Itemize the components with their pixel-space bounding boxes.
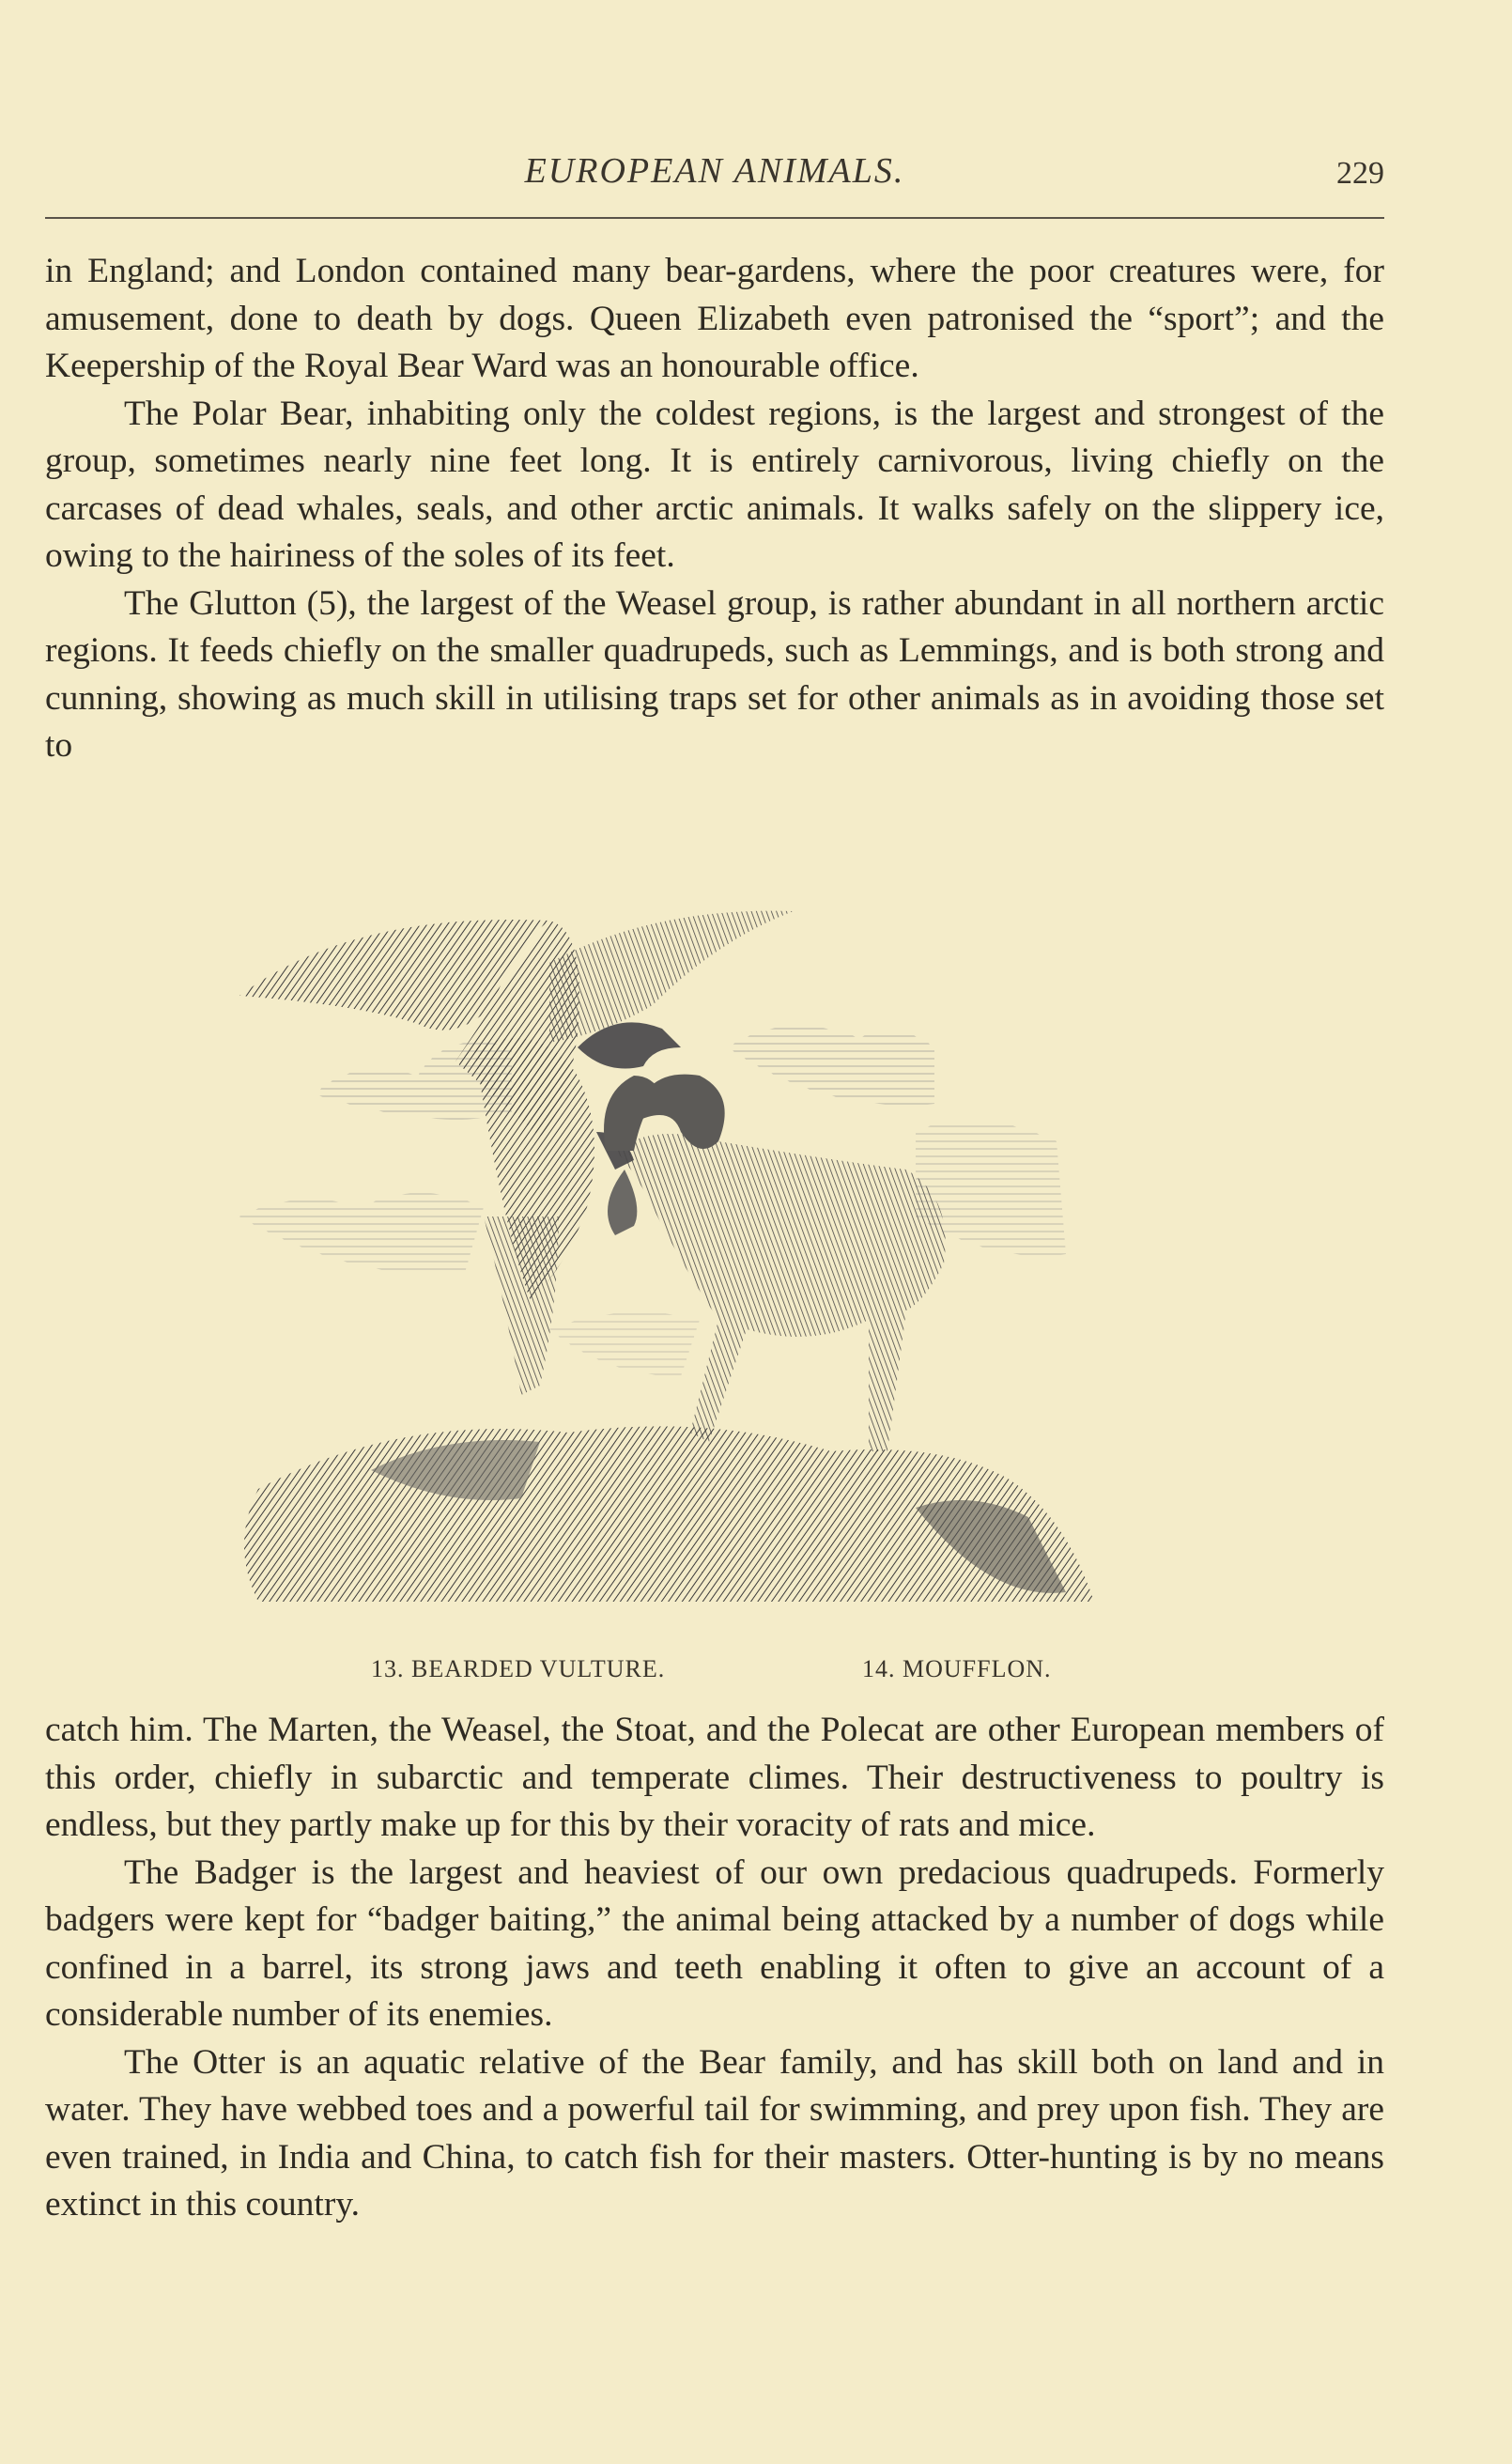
running-title: EUROPEAN ANIMALS. bbox=[524, 151, 905, 191]
mouflon bbox=[604, 1075, 946, 1451]
body-text-bottom bbox=[45, 1707, 1384, 2229]
figure-caption: 13. BEARDED VULTURE. bbox=[371, 1655, 666, 1682]
paragraph: catch him. The Marten, the Weasel, the Stoat, and the Polecat are other European members of this order, chiefly in subarctic and temperate climes. Their destructiveness to poultry is endless, but they partly make up for this by their voracity of rats and mice. bbox=[45, 1711, 1384, 1844]
paragraph: The Otter is an aquatic relative of the Bear family, and has skill both on land and in water. They have webbed toes and a powerful tail for swimming, and prey upon fish. They are even trained, in India and China, to catch fish for their masters. Otter-hunting is by no means extinct in this country. bbox=[45, 2042, 1384, 2224]
rocky-ground bbox=[244, 1426, 1094, 1602]
page-header bbox=[45, 150, 1384, 225]
engraving bbox=[239, 907, 1179, 1639]
figure-caption: 14. MOUFFLON. bbox=[862, 1655, 1052, 1682]
body-text-top bbox=[45, 248, 1384, 770]
illustration-vulture-mouflon bbox=[239, 907, 1179, 1639]
page-number: 229 bbox=[1336, 156, 1384, 191]
paragraph: The Badger is the largest and heaviest of our own predacious quadrupeds. Formerly badgers were kept for “badger baiting,” the animal being attacked by a number of dogs while confined in a barrel, its strong jaws and teeth enabling it often to give an account of a considerable number of its enemies. bbox=[45, 1852, 1384, 2034]
paragraph: The Glutton (5), the largest of the Weasel group, is rather abundant in all northern arctic regions. It feeds chiefly on the smaller quadrupeds, such as Lemmings, and is both strong and cunning, showing as much skill in utilising traps set for other animals as in avoiding those set to bbox=[45, 583, 1384, 765]
paragraph: in England; and London contained many bear-gardens, where the poor creatures were, for amusement, done to death by dogs. Queen Elizabeth even patronised the “sport”; and the Keepership of the Royal Bear Ward was an honourable office. bbox=[45, 252, 1384, 385]
header-rule bbox=[45, 217, 1384, 219]
paragraph: The Polar Bear, inhabiting only the coldest regions, is the largest and strongest of the group, sometimes nearly nine feet long. It is entirely carnivorous, living chiefly on the carcases of dead whales, seals, and other arctic animals. It walks safely on the slippery ice, owing to the hairiness of the soles of its feet. bbox=[45, 394, 1384, 575]
